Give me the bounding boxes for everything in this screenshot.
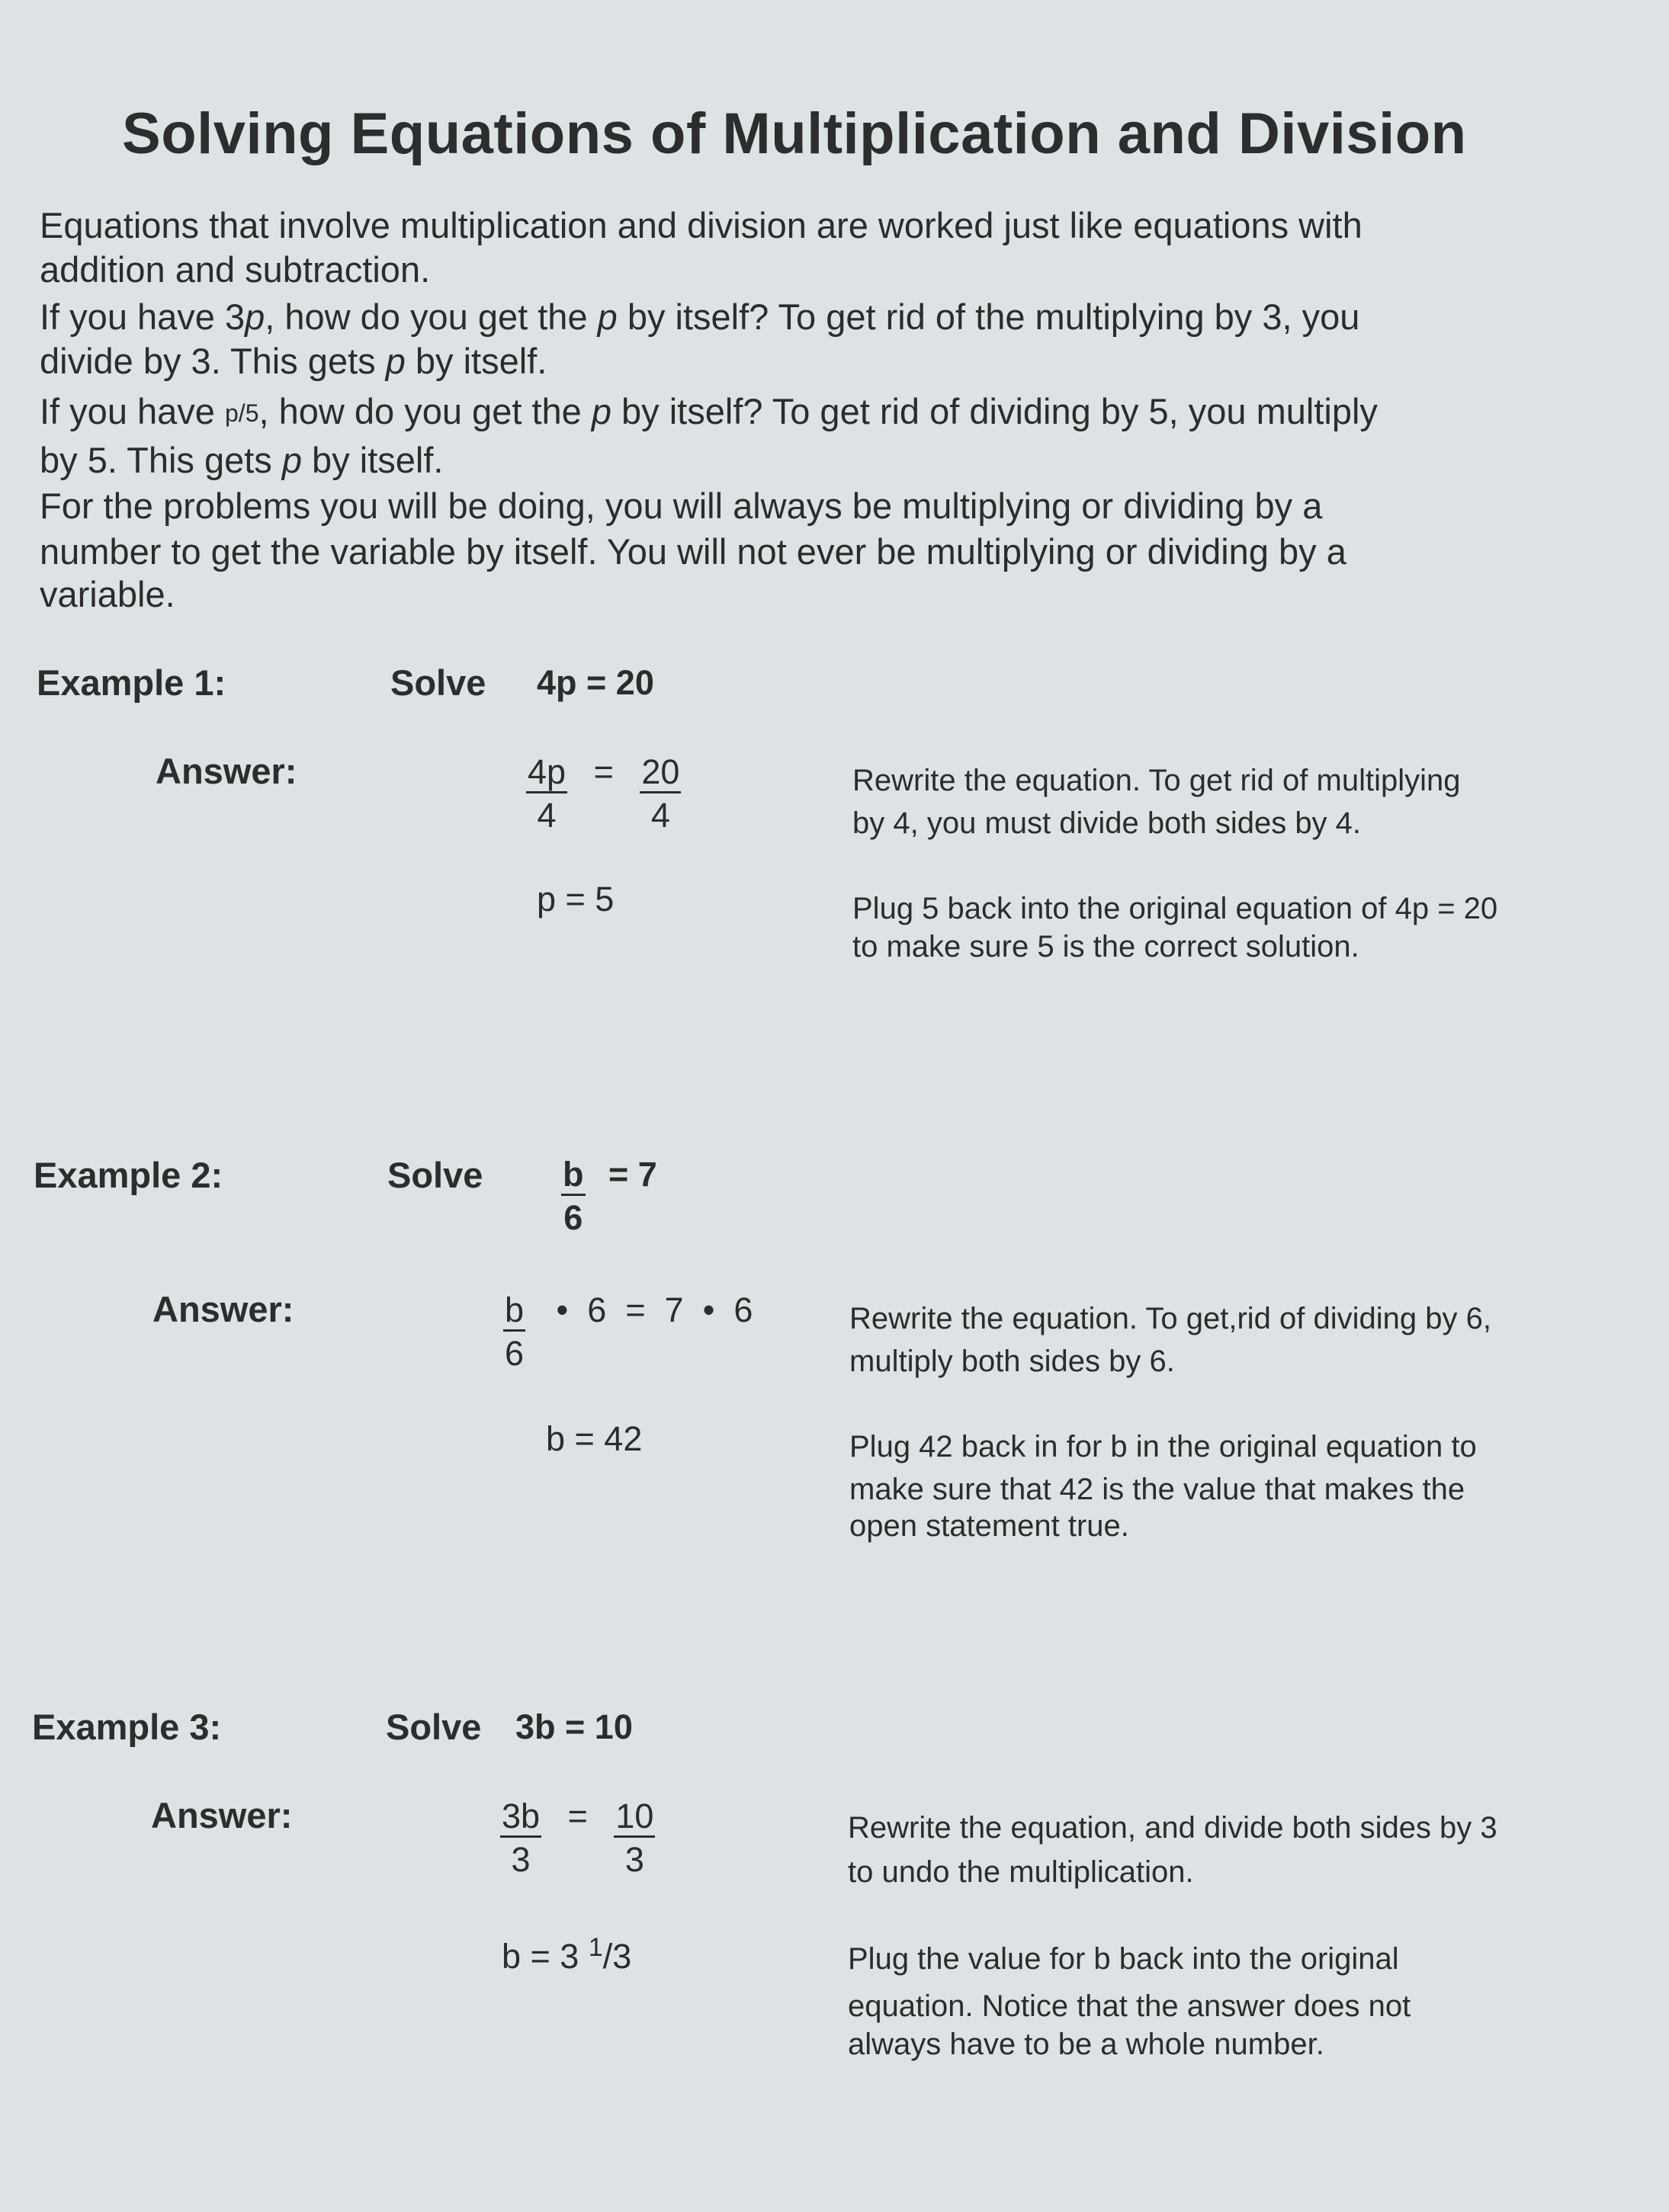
intro-line: variable. [40,574,175,614]
denominator: 3 [511,1840,531,1879]
explanation-note: always have to be a whole number. [848,2028,1324,2061]
numerator: b [561,1156,586,1196]
denominator: 3 [624,1840,644,1879]
problem-rhs: = 7 [608,1155,657,1194]
explanation-note: Plug 5 back into the original equation of 4p = 20 [852,892,1498,925]
page-title: Solving Equations of Multiplication and Division [122,101,1467,166]
answer-label: Answer: [152,1289,294,1329]
example-label: Example 1: [37,662,226,703]
example-label: Example 2: [34,1155,223,1195]
numerator: 10 [614,1797,655,1838]
explanation-note: by 4, you must divide both sides by 4. [852,806,1362,840]
explanation-note: Plug 42 back in for b in the original equation to [849,1430,1477,1463]
denominator: 4 [650,796,670,835]
fraction [561,1156,586,1240]
solve-label: Solve [390,662,486,703]
explanation-note: Rewrite the equation, and divide both sides by 3 [848,1811,1497,1845]
step2-equation: b = 42 [546,1419,643,1458]
fraction [640,753,681,838]
equals-sign: = [567,1797,588,1835]
fraction [526,753,567,838]
solve-label: Solve [386,1707,482,1747]
answer-label: Answer: [156,751,297,791]
explanation-note: to make sure 5 is the correct solution. [852,930,1359,963]
intro-line: number to get the variable by itself. You will not ever be multiplying or dividing by a [40,531,1346,572]
numerator: 3b [500,1797,541,1838]
intro-line: If you have 3p, how do you get the p by itself? To get rid of the multiplying by 3, you [40,297,1360,337]
denominator: 4 [537,796,557,835]
fraction-numerator: 1 [588,1933,603,1962]
fraction [614,1797,655,1882]
intro-line: by 5. This gets p by itself. [40,440,444,480]
explanation-note: equation. Notice that the answer does not [848,1989,1411,2023]
intro-line: Equations that involve multiplication and division are worked just like equations with [40,205,1362,245]
intro-line: For the problems you will be doing, you will always be multiplying or dividing by a [40,486,1323,526]
numerator: b [503,1291,525,1332]
intro-line: addition and subtraction. [40,249,431,290]
problem-equation: 4p = 20 [537,663,654,702]
step1-equation [500,1797,655,1882]
solve-label: Solve [387,1155,483,1195]
explanation-note: multiply both sides by 6. [849,1345,1175,1378]
problem-equation: 3b = 10 [515,1707,633,1746]
fraction [503,1291,525,1376]
intro-line: If you have p/5, how do you get the p by itself? To get rid of dividing by 5, you multiply [40,391,1378,431]
numerator: 20 [640,753,681,793]
numerator: 4p [526,753,567,793]
explanation-note: to undo the multiplication. [848,1855,1194,1889]
step1-equation [526,753,681,838]
problem-equation [561,1156,657,1240]
explanation-note: make sure that 42 is the value that makes the [849,1473,1465,1506]
step2-equation: p = 5 [537,880,615,918]
answer-label: Answer: [151,1795,293,1835]
step1-equation [503,1291,753,1376]
denominator: 6 [505,1334,525,1373]
fraction-denominator: /3 [602,1937,632,1976]
denominator: 6 [563,1198,583,1237]
example-label: Example 3: [32,1707,222,1747]
explanation-note: Plug the value for b back into the original [848,1942,1399,1976]
step1-rest: • 6 = 7 • 6 [556,1290,753,1329]
explanation-note: Rewrite the equation. To get rid of multiplying [852,764,1461,797]
explanation-note: open statement true. [849,1509,1129,1543]
intro-line: divide by 3. This gets p by itself. [40,341,547,381]
explanation-note: Rewrite the equation. To get,rid of dividing by 6, [849,1302,1491,1335]
equals-sign: = [593,752,614,791]
fraction [500,1797,541,1882]
step2-equation: b = 3 $^1$/3 [502,1933,632,1976]
